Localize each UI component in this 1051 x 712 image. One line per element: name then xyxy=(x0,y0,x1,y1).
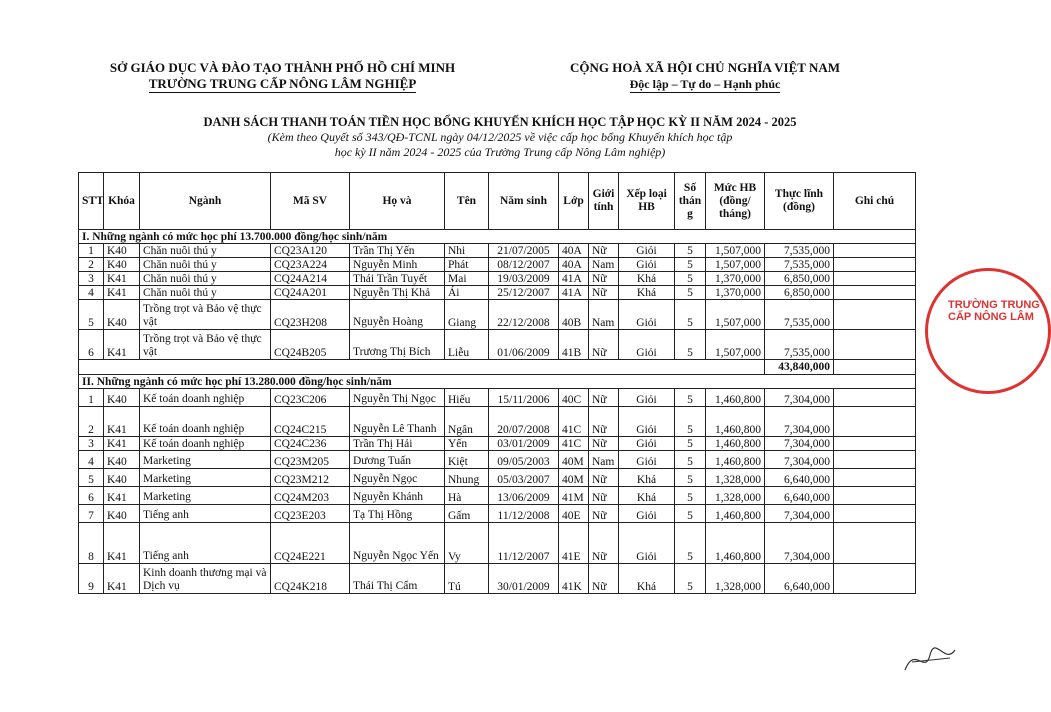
table-cell: Chăn nuôi thú y xyxy=(140,286,271,300)
table-cell: K41 xyxy=(104,407,140,437)
table-cell: CQ24A201 xyxy=(271,286,350,300)
table-cell: Trồng trọt và Bảo vệ thực vật xyxy=(140,300,271,330)
table-cell: 19/03/2009 xyxy=(489,272,559,286)
table-cell: Liễu xyxy=(445,330,489,360)
column-header: Ghi chú xyxy=(834,173,916,230)
note-cell xyxy=(834,505,916,523)
section-2-title-row xyxy=(79,375,916,389)
table-cell: 5 xyxy=(79,469,104,487)
table-cell: 5 xyxy=(675,244,706,258)
table-cell: Nguyễn Lê Thanh xyxy=(350,407,445,437)
column-header: Số thán g xyxy=(675,173,706,230)
table-row xyxy=(79,300,916,330)
table-cell: Phát xyxy=(445,258,489,272)
document-subtitle xyxy=(200,130,800,160)
table-cell: Giỏi xyxy=(619,244,675,258)
table-cell: Trần Thị Hải xyxy=(350,437,445,451)
school-stamp xyxy=(925,268,1051,394)
table-cell: CQ24K218 xyxy=(271,564,350,594)
stamp-text: TRƯỜNG TRUNG CẤP NÔNG LÂM xyxy=(948,299,1040,323)
table-cell: 6,850,000 xyxy=(765,286,834,300)
table-cell: Nam xyxy=(589,300,619,330)
signature-mark xyxy=(900,640,960,680)
table-cell: 7,535,000 xyxy=(765,300,834,330)
table-cell: CQ23M212 xyxy=(271,469,350,487)
table-cell: K40 xyxy=(104,258,140,272)
table-cell: CQ23A224 xyxy=(271,258,350,272)
table-row xyxy=(79,330,916,360)
table-cell: Kế toán doanh nghiệp xyxy=(140,437,271,451)
table-cell: 40B xyxy=(559,300,589,330)
subtitle-line-2: học kỳ II năm 2024 - 2025 của Trường Trung cấp Nông Lâm nghiệp) xyxy=(334,145,666,159)
note-cell xyxy=(834,330,916,360)
table-cell: Marketing xyxy=(140,487,271,505)
table-cell: Nữ xyxy=(589,487,619,505)
table-cell: Trồng trọt và Bảo vệ thực vật xyxy=(140,330,271,360)
table-cell: 13/06/2009 xyxy=(489,487,559,505)
table-row xyxy=(79,451,916,469)
table-cell: 7,304,000 xyxy=(765,437,834,451)
table-cell: 6,640,000 xyxy=(765,469,834,487)
table-cell: 7,535,000 xyxy=(765,330,834,360)
table-cell: 5 xyxy=(79,300,104,330)
table-row xyxy=(79,272,916,286)
table-cell: 5 xyxy=(675,487,706,505)
table-cell: K40 xyxy=(104,389,140,407)
table-cell: 03/01/2009 xyxy=(489,437,559,451)
section-2-title: II. Những ngành có mức học phí 13.280.000 đồng/học sinh/năm xyxy=(79,375,916,389)
table-cell: 1,460,800 xyxy=(706,451,765,469)
table-cell: Nữ xyxy=(589,437,619,451)
table-cell: 40E xyxy=(559,505,589,523)
table-cell: 22/12/2008 xyxy=(489,300,559,330)
table-cell: 2 xyxy=(79,258,104,272)
table-cell: Trương Thị Bích xyxy=(350,330,445,360)
table-cell: 20/07/2008 xyxy=(489,407,559,437)
table-cell: Dương Tuấn xyxy=(350,451,445,469)
note-cell xyxy=(834,469,916,487)
table-cell: CQ24B205 xyxy=(271,330,350,360)
table-cell: Mai xyxy=(445,272,489,286)
table-cell: 1,370,000 xyxy=(706,272,765,286)
table-header-row xyxy=(79,173,916,230)
table-cell: Nữ xyxy=(589,505,619,523)
table-cell: 5 xyxy=(675,389,706,407)
table-cell: Trần Thị Yến xyxy=(350,244,445,258)
table-cell: Hiếu xyxy=(445,389,489,407)
column-header: Giới tính xyxy=(589,173,619,230)
table-cell: 4 xyxy=(79,286,104,300)
table-cell: Nguyễn Ngọc xyxy=(350,469,445,487)
table-cell: Chăn nuôi thú y xyxy=(140,244,271,258)
table-cell: Nguyễn Ngọc Yến xyxy=(350,523,445,564)
table-cell: Chăn nuôi thú y xyxy=(140,272,271,286)
table-cell: 6 xyxy=(79,487,104,505)
table-row xyxy=(79,244,916,258)
motto: Độc lập – Tự do – Hạnh phúc xyxy=(629,77,781,91)
table-cell: Kế toán doanh nghiệp xyxy=(140,389,271,407)
table-cell: Nữ xyxy=(589,330,619,360)
table-cell: 1,460,800 xyxy=(706,389,765,407)
table-cell: CQ23C206 xyxy=(271,389,350,407)
table-cell: Giỏi xyxy=(619,258,675,272)
table-row xyxy=(79,505,916,523)
table-cell: 40A xyxy=(559,258,589,272)
subtitle-line-1: (Kèm theo Quyết số 343/QĐ-TCNL ngày 04/12/2025 về việc cấp học bổng Khuyến khích học tập xyxy=(267,130,733,144)
table-cell: K41 xyxy=(104,564,140,594)
table-cell: Khá xyxy=(619,469,675,487)
table-cell: 6 xyxy=(79,330,104,360)
note-cell xyxy=(834,407,916,437)
section-1-title: I. Những ngành có mức học phí 13.700.000 đồng/học sinh/năm xyxy=(79,230,916,244)
table-cell: Giỏi xyxy=(619,330,675,360)
table-cell: 41C xyxy=(559,437,589,451)
note-cell xyxy=(834,487,916,505)
table-cell: Nguyễn Hoàng xyxy=(350,300,445,330)
table-cell: 2 xyxy=(79,407,104,437)
table-cell: Nữ xyxy=(589,407,619,437)
table-cell: 5 xyxy=(675,272,706,286)
table-cell: 5 xyxy=(675,523,706,564)
table-cell: 1,328,000 xyxy=(706,487,765,505)
table-cell: 11/12/2007 xyxy=(489,523,559,564)
table-cell: K40 xyxy=(104,469,140,487)
table-cell: K41 xyxy=(104,437,140,451)
table-cell: CQ23H208 xyxy=(271,300,350,330)
table-cell: Nguyễn Khánh xyxy=(350,487,445,505)
section-1-title-row xyxy=(79,230,916,244)
table-cell: Khá xyxy=(619,564,675,594)
table-cell: 7,304,000 xyxy=(765,407,834,437)
table-cell: 7,535,000 xyxy=(765,244,834,258)
table-cell: Giỏi xyxy=(619,407,675,437)
table-cell: 7,304,000 xyxy=(765,505,834,523)
table-cell: Marketing xyxy=(140,469,271,487)
column-header: STT xyxy=(79,173,104,230)
table-cell: 21/07/2005 xyxy=(489,244,559,258)
column-header: Thực lĩnh (đồng) xyxy=(765,173,834,230)
table-cell: Nhi xyxy=(445,244,489,258)
column-header: Họ và xyxy=(350,173,445,230)
table-cell: 41E xyxy=(559,523,589,564)
table-cell: CQ23A120 xyxy=(271,244,350,258)
table-cell: K41 xyxy=(104,487,140,505)
table-cell: Giỏi xyxy=(619,523,675,564)
table-cell: CQ23E203 xyxy=(271,505,350,523)
table-row xyxy=(79,469,916,487)
column-header: Mã SV xyxy=(271,173,350,230)
table-cell: CQ24A214 xyxy=(271,272,350,286)
table-cell: 5 xyxy=(675,330,706,360)
table-cell: K41 xyxy=(104,523,140,564)
table-cell: K41 xyxy=(104,330,140,360)
table-cell: Kế toán doanh nghiệp xyxy=(140,407,271,437)
document-title: DANH SÁCH THANH TOÁN TIỀN HỌC BỔNG KHUYẾN KHÍCH HỌC TẬP HỌC KỲ II NĂM 2024 - 2025 xyxy=(203,115,797,129)
table-cell: 7 xyxy=(79,505,104,523)
table-cell: 40C xyxy=(559,389,589,407)
table-cell: 41A xyxy=(559,286,589,300)
table-cell: 40M xyxy=(559,451,589,469)
table-cell: 41M xyxy=(559,487,589,505)
table-cell: 41K xyxy=(559,564,589,594)
table-cell: 41A xyxy=(559,272,589,286)
table-cell: CQ24C215 xyxy=(271,407,350,437)
table-cell: 5 xyxy=(675,469,706,487)
table-cell: 8 xyxy=(79,523,104,564)
country-name: CỘNG HOÀ XÃ HỘI CHỦ NGHĨA VIỆT NAM xyxy=(569,60,841,75)
table-cell: Nguyễn Thị Khả xyxy=(350,286,445,300)
column-header: Mức HB (đồng/ tháng) xyxy=(706,173,765,230)
table-cell: 41B xyxy=(559,330,589,360)
table-cell: Gấm xyxy=(445,505,489,523)
table-cell: CQ23M205 xyxy=(271,451,350,469)
department-name: SỞ GIÁO DỤC VÀ ĐÀO TẠO THÀNH PHỐ HỒ CHÍ MINH xyxy=(109,60,456,75)
table-cell: CQ24M203 xyxy=(271,487,350,505)
table-cell: 11/12/2008 xyxy=(489,505,559,523)
table-row xyxy=(79,286,916,300)
table-row xyxy=(79,487,916,505)
table-cell: Giỏi xyxy=(619,451,675,469)
header-right xyxy=(555,60,855,93)
table-cell: 1,460,800 xyxy=(706,437,765,451)
table-cell: 7,304,000 xyxy=(765,451,834,469)
table-cell: Nguyễn Minh xyxy=(350,258,445,272)
table-cell: 1,507,000 xyxy=(706,258,765,272)
table-cell: Khá xyxy=(619,487,675,505)
note-cell xyxy=(834,244,916,258)
table-cell: 30/01/2009 xyxy=(489,564,559,594)
table-cell: Nguyễn Thị Ngọc xyxy=(350,389,445,407)
table-cell: 6,640,000 xyxy=(765,487,834,505)
column-header: Lớp xyxy=(559,173,589,230)
header-left xyxy=(105,60,460,93)
table-cell: 1 xyxy=(79,389,104,407)
section-1-total: 43,840,000 xyxy=(765,360,834,375)
table-cell: Nữ xyxy=(589,564,619,594)
table-cell: 6,640,000 xyxy=(765,564,834,594)
note-cell xyxy=(834,523,916,564)
table-cell: 9 xyxy=(79,564,104,594)
table-cell: K40 xyxy=(104,451,140,469)
table-cell: CQ24C236 xyxy=(271,437,350,451)
table-cell: 3 xyxy=(79,437,104,451)
table-cell: Marketing xyxy=(140,451,271,469)
table-cell: 7,535,000 xyxy=(765,258,834,272)
table-cell: Thái Thị Cẩm xyxy=(350,564,445,594)
table-cell: Vy xyxy=(445,523,489,564)
note-cell xyxy=(834,451,916,469)
column-header: Khóa xyxy=(104,173,140,230)
table-cell: CQ24E221 xyxy=(271,523,350,564)
table-cell: Khá xyxy=(619,286,675,300)
note-cell xyxy=(834,564,916,594)
table-row xyxy=(79,564,916,594)
table-cell: 5 xyxy=(675,437,706,451)
table-cell: Nữ xyxy=(589,389,619,407)
table-cell: 05/03/2007 xyxy=(489,469,559,487)
table-cell: 3 xyxy=(79,272,104,286)
table-cell: 7,304,000 xyxy=(765,523,834,564)
table-cell: 1,507,000 xyxy=(706,300,765,330)
table-cell: 40A xyxy=(559,244,589,258)
table-cell: Giỏi xyxy=(619,300,675,330)
table-cell: K40 xyxy=(104,300,140,330)
table-cell: 7,304,000 xyxy=(765,389,834,407)
table-cell: 1,370,000 xyxy=(706,286,765,300)
table-cell: 5 xyxy=(675,258,706,272)
table-cell: 6,850,000 xyxy=(765,272,834,286)
table-cell: K40 xyxy=(104,244,140,258)
table-cell: Nữ xyxy=(589,286,619,300)
table-cell: 5 xyxy=(675,505,706,523)
table-cell: Nữ xyxy=(589,469,619,487)
table-cell: Nữ xyxy=(589,272,619,286)
table-cell: 1,328,000 xyxy=(706,564,765,594)
table-cell: Tiếng anh xyxy=(140,505,271,523)
table-cell: Giỏi xyxy=(619,505,675,523)
table-cell: 15/11/2006 xyxy=(489,389,559,407)
table-row xyxy=(79,389,916,407)
note-cell xyxy=(834,286,916,300)
table-cell: 5 xyxy=(675,407,706,437)
table-cell: 25/12/2007 xyxy=(489,286,559,300)
table-cell: 08/12/2007 xyxy=(489,258,559,272)
column-header: Năm sinh xyxy=(489,173,559,230)
table-cell: 40M xyxy=(559,469,589,487)
table-cell: 1,507,000 xyxy=(706,244,765,258)
note-cell xyxy=(834,437,916,451)
table-cell: Tiếng anh xyxy=(140,523,271,564)
table-cell: Yến xyxy=(445,437,489,451)
table-cell: Chăn nuôi thú y xyxy=(140,258,271,272)
table-cell: Thái Trần Tuyết xyxy=(350,272,445,286)
table-cell: Nam xyxy=(589,258,619,272)
column-header: Ngành xyxy=(140,173,271,230)
table-cell: 1,328,000 xyxy=(706,469,765,487)
table-row xyxy=(79,437,916,451)
table-cell: 1 xyxy=(79,244,104,258)
table-cell: 09/05/2003 xyxy=(489,451,559,469)
table-cell: K41 xyxy=(104,286,140,300)
school-name: TRƯỜNG TRUNG CẤP NÔNG LÂM NGHIỆP xyxy=(148,76,417,91)
table-cell: 01/06/2009 xyxy=(489,330,559,360)
table-row xyxy=(79,258,916,272)
table-cell: Kinh doanh thương mại và Dịch vụ xyxy=(140,564,271,594)
table-cell: 5 xyxy=(675,564,706,594)
table-cell: Giang xyxy=(445,300,489,330)
note-cell xyxy=(834,360,916,375)
table-cell: Tạ Thị Hồng xyxy=(350,505,445,523)
column-header: Xếp loại HB xyxy=(619,173,675,230)
total-label-cell xyxy=(79,360,765,375)
table-cell: Nữ xyxy=(589,244,619,258)
table-cell: 5 xyxy=(675,286,706,300)
table-cell: 5 xyxy=(675,451,706,469)
note-cell xyxy=(834,272,916,286)
table-cell: 41C xyxy=(559,407,589,437)
table-cell: Nữ xyxy=(589,523,619,564)
table-cell: 1,507,000 xyxy=(706,330,765,360)
table-cell: Tú xyxy=(445,564,489,594)
table-cell: K40 xyxy=(104,505,140,523)
table-cell: Giỏi xyxy=(619,437,675,451)
table-row xyxy=(79,523,916,564)
table-cell: Khá xyxy=(619,272,675,286)
table-cell: Ái xyxy=(445,286,489,300)
table-cell: K41 xyxy=(104,272,140,286)
scholarship-table xyxy=(78,172,916,594)
table-cell: Hà xyxy=(445,487,489,505)
column-header: Tên xyxy=(445,173,489,230)
table-cell: 5 xyxy=(675,300,706,330)
table-cell: Giỏi xyxy=(619,389,675,407)
table-cell: 1,460,800 xyxy=(706,407,765,437)
table-cell: 1,460,800 xyxy=(706,523,765,564)
note-cell xyxy=(834,389,916,407)
table-cell: 4 xyxy=(79,451,104,469)
section-1-total-row xyxy=(79,360,916,375)
table-cell: Kiệt xyxy=(445,451,489,469)
table-cell: Nam xyxy=(589,451,619,469)
table-row xyxy=(79,407,916,437)
table-cell: Ngân xyxy=(445,407,489,437)
note-cell xyxy=(834,258,916,272)
table-cell: 1,460,800 xyxy=(706,505,765,523)
table-cell: Nhung xyxy=(445,469,489,487)
note-cell xyxy=(834,300,916,330)
